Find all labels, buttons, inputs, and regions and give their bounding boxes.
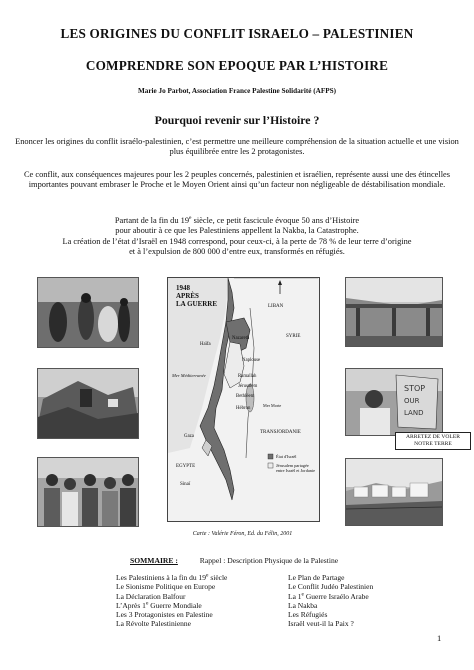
map-label-transjordanie: TRANSJORDANIE [260,430,301,435]
map-label-mediterranean: Mer Méditerranée [172,373,206,378]
photo-separation-wall [345,277,443,347]
sommaire-item: Les Palestiniens à la fin du 19e siècle [116,572,228,582]
sommaire-intro: Rappel : Description Physique de la Palestine [199,556,339,565]
map-label-jerusalem: Jérusalem [238,384,258,389]
photo-sign-caption-line2: NOTRE TERRE [414,441,452,447]
sommaire-title: SOMMAIRE : [130,556,178,565]
map-caption: Carte : Valérie Féron, Ed. du Félin, 2001 [192,531,293,537]
sommaire-item: L’Après 1e Guerre Mondiale [116,600,202,610]
map-label-gaza: Gaza [184,434,194,439]
photo-settlement [345,458,443,526]
svg-text:OUR: OUR [404,397,420,405]
map-label-haifa: Haïfa [200,342,211,347]
svg-text:LAND: LAND [404,409,424,417]
document-subtitle: COMPRENDRE SON EPOQUE PAR L’HISTOIRE [85,58,389,73]
map-label-egypte: EGYPTE [176,464,196,469]
sommaire-item: La Révolte Palestinienne [116,619,191,629]
document-title: LES ORIGINES DU CONFLIT ISRAELO – PALESTINIEN [60,26,414,41]
history-line-1: Partant de la fin du 19e siècle, ce petit fascicule évoque 50 ans d’Histoire [114,215,360,225]
sommaire-item: La Nakba [288,600,318,610]
sommaire-right-list [288,573,373,629]
map-label-mer-morte: Mer Morte [263,403,282,408]
photo-destroyed-building [37,368,139,439]
map-title [176,284,217,308]
map-label-naplouse: Naplouse [242,358,261,363]
history-paragraph [14,216,460,258]
svg-text:STOP: STOP [404,384,426,393]
sommaire-item: Les 3 Protagonistes en Palestine [116,610,213,620]
sommaire-item: Le Sionisme Politique en Europe [116,582,216,592]
history-line-4: et à l’expulsion de 800 000 d’entre eux, transformés en réfugiés. [129,247,345,257]
sommaire-item: Les Réfugiés [288,610,328,620]
photo-women-walking [37,277,139,348]
section-title: Pourquoi revenir sur l’Histoire ? [154,113,320,127]
map-label-nazareth: Nazareth [232,336,250,341]
photo-sign-caption-line1: ARRETEZ DE VOLER [406,434,460,440]
intro-paragraph: Enoncer les origines du conflit israélo-palestinien, c’est permettre une meilleure compréhension de la situation actuelle et une vision plus équilibrée entre les 2 protagonistes. [15,137,459,157]
map-label-hebron: Hébron [236,406,251,411]
sommaire-item: Le Plan de Partage [288,573,345,582]
map-label-bethlehem: Bethléem [236,394,255,399]
page-number: 1 [437,633,442,643]
photo-sign-caption [395,432,471,450]
photo-children-group [37,457,139,527]
history-line-3: La création de l’état d’Israël en 1948 correspond, pour ceux-ci, à la perte de 78 % de leur terre d’origine [62,236,412,246]
sommaire-header [130,556,338,565]
conflict-paragraph: Ce conflit, aux conséquences majeures pour les 2 peuples concernés, palestinien et israélien, représente aussi une des étincelles importantes pouvant embraser le Proche et le Moyen Orient ainsi qu’un facteur non négligeable de déstabilisation mondiale. [23,170,451,190]
photo-protester-sign [345,368,443,436]
map-title-year: 1948 [176,284,190,292]
history-line-2: pour aboutir à ce que les Palestiniens appellent la Nakba, la Catastrophe. [115,226,359,236]
map-label-sinai: Sinaï [180,482,191,487]
map-title-war: LA GUERRE [176,300,218,308]
map-title-after: APRÈS [176,292,199,300]
author-line: Marie Jo Parbot, Association France Palestine Solidarité (AFPS) [137,87,337,95]
map-label-ramallah: Ramallah [238,374,257,379]
map-1948 [167,277,320,522]
sommaire-item: La 1e Guerre Israélo Arabe [288,591,369,601]
map-label-liban: LIBAN [268,304,284,309]
map-legend-israel: État d'Israël [276,454,297,459]
sommaire-item: La Déclaration Balfour [116,591,186,601]
map-legend-jerusalem: Jérusalem partagée entre Israël et Jordanie [276,463,316,473]
map-label-syrie: SYRIE [286,334,301,339]
sommaire-item: Le Conflit Judéo Palestinien [288,582,374,592]
sommaire-item: Israël veut-il la Paix ? [288,619,354,629]
sommaire-left-list [116,573,227,629]
